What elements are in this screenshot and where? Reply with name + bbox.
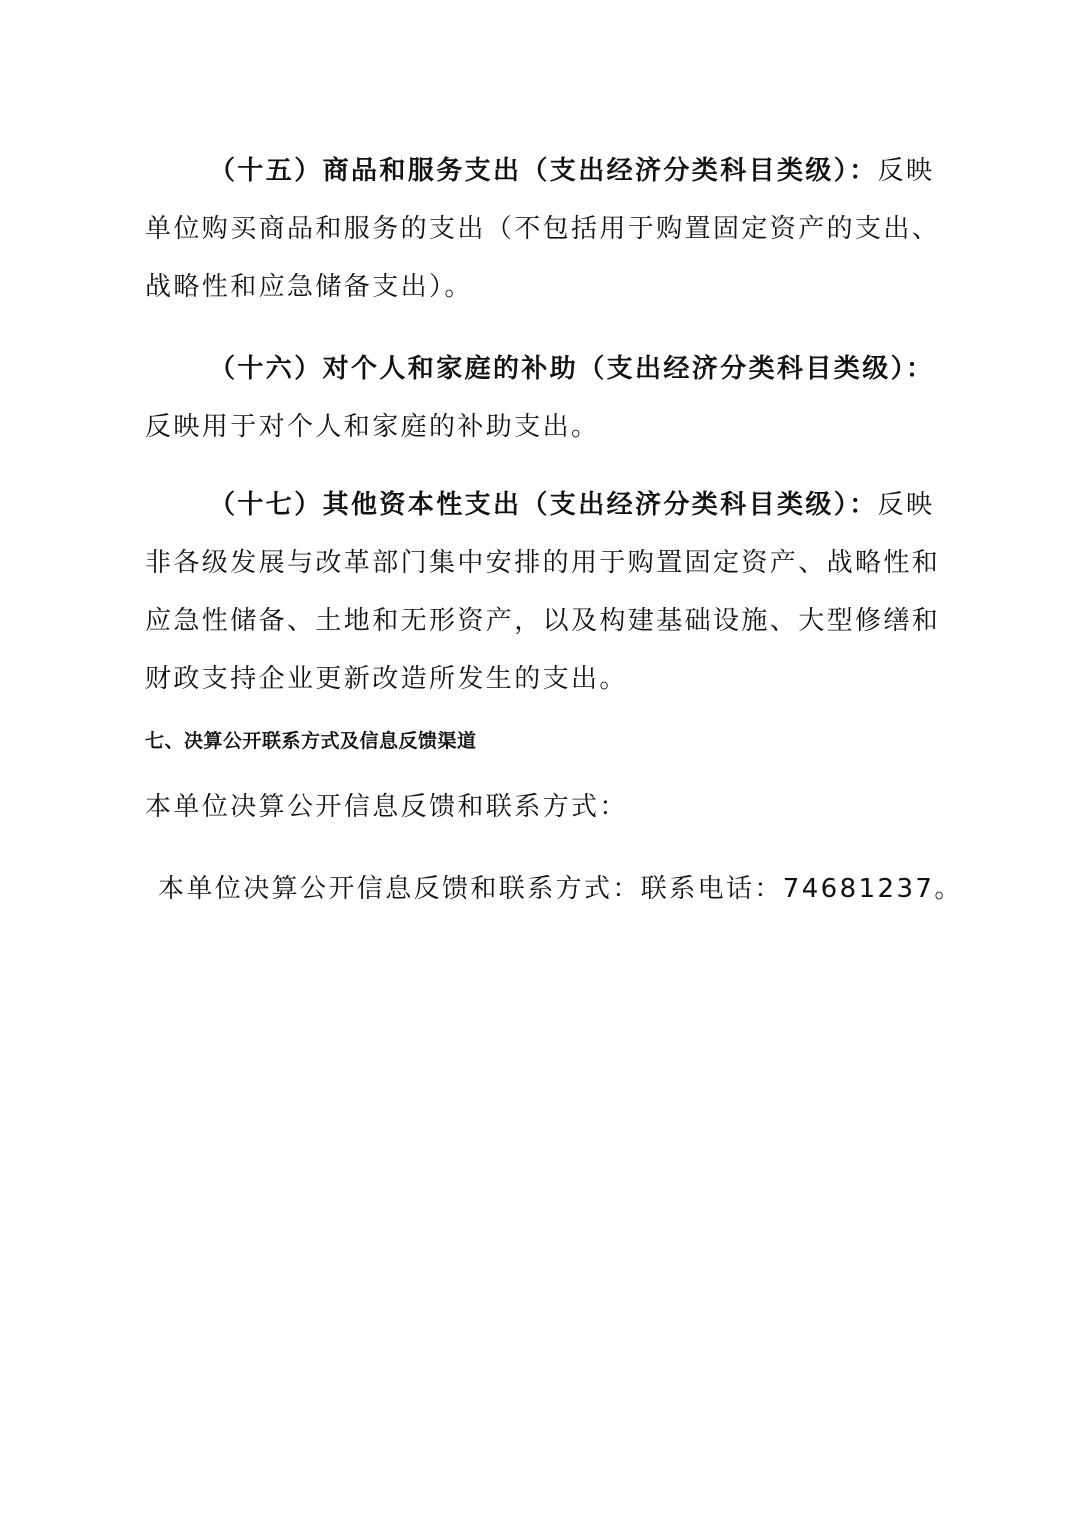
paragraph-item-17 [145, 476, 945, 708]
item-body: 反映单位购买商品和服务的支出（不包括用于购置固定资产的支出、战略性和应急储备支出）。 [145, 156, 941, 302]
section-title: 七、决算公开联系方式及信息反馈渠道 [145, 730, 477, 752]
paragraph-item-16 [145, 340, 945, 456]
item-heading: （十七）其他资本性支出（支出经济分类科目类级）： [209, 490, 878, 520]
item-body: 反映用于对个人和家庭的补助支出。 [145, 412, 600, 442]
item-body: 反映非各级发展与改革部门集中安排的用于购置固定资产、战略性和应急性储备、土地和无形资产，以及构建基础设施、大型修缮和财政支持企业更新改造所发生的支出。 [145, 490, 941, 694]
contact-label: 本单位决算公开信息反馈和联系方式： [145, 792, 628, 822]
paragraph-item-15 [145, 142, 945, 316]
contact-phone-line: 本单位决算公开信息反馈和联系方式：联系电话：74681237。 [158, 874, 963, 904]
item-heading: （十五）商品和服务支出（支出经济分类科目类级）： [209, 156, 878, 186]
item-heading: （十六）对个人和家庭的补助（支出经济分类科目类级）： [209, 354, 935, 384]
